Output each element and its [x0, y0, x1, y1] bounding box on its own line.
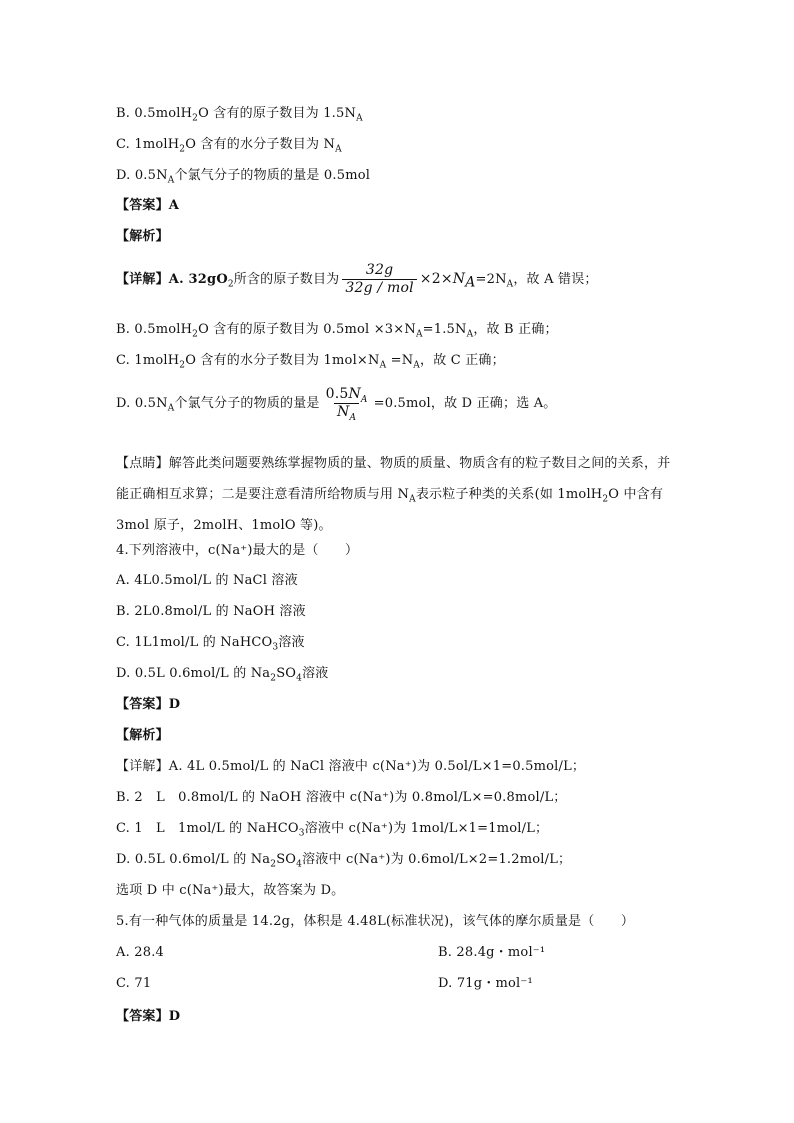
answer-label-2: 【答案】D: [116, 697, 181, 712]
fraction-count-over-na: $\frac{0.5N_A}{N_A}$: [325, 386, 368, 423]
note-paragraph: 【点睛】解答此类问题要熟练掌握物质的量、物质的质量、物质含有的粒子数目之间的关系，并能正确相互求算；二是要注意看清所给物质与用 $N_A$表示粒子种类的关系(如 1molH$_2$O 中含有 3mol 原子，2molH、1molO 等)。: [116, 456, 671, 533]
option-c-line: C. 1molH$_2$O 含有的水分子数目为 $N_A$: [116, 137, 342, 155]
analysis-label-1: 【解析】: [116, 229, 169, 244]
detail-c-line: C. 1molH$_2$O 含有的水分子数目为 $1mol\times N_A =N_A$，故 C 正确；: [116, 353, 505, 371]
fraction-mass-over-molar: $\frac{32g}{\text{32g / mol}}$: [342, 262, 416, 297]
question-4-option-a: A. 4L0.5mol/L 的 NaCl 溶液: [116, 573, 298, 588]
detail-4b-line: B. 2 L 0.8mol/L 的 NaOH 溶液中 c(Na⁺)为 0.8mol/L×=0.8mol/L；: [116, 790, 567, 805]
detail-b-line: B. 0.5molH$_2$O 含有的原子数目为 $0.5mol \times 3\times N_A=1.5N_A$，故 B 正确；: [116, 322, 558, 340]
question-4-option-b: B. 2L0.8mol/L 的 NaOH 溶液: [116, 604, 306, 619]
question-5: 5.有一种气体的质量是 14.2g，体积是 4.48L(标准状况)，该气体的摩尔质量是（ ）: [116, 914, 635, 929]
detail-d-line: D. $0.5N_A$个氯气分子的物质的量是 $\frac{0.5N_A}{N_A}$ =0.5mol，故 D 正确；选 A。: [116, 386, 557, 423]
question-5-option-c: C. 71: [116, 976, 152, 991]
detail-4a-line: 【详解】A. 4L 0.5mol/L 的 NaCl 溶液中 c(Na⁺)为 0.5ol/L×1=0.5mol/L；: [116, 759, 586, 774]
answer-label-1: 【答案】A: [116, 198, 180, 213]
option-d-line: D. $0.5N_A$个氯气分子的物质的量是 0.5mol: [116, 168, 371, 186]
question-5-option-d: D. 71g・mol⁻¹: [438, 976, 533, 991]
question-5-option-a: A. 28.4: [116, 945, 164, 960]
question-4-option-d: D. 0.5L 0.6mol/L 的 $Na_2SO_4$溶液: [116, 666, 329, 684]
detail-4-conclusion: 选项 D 中 c(Na⁺)最大，故答案为 D。: [116, 883, 345, 898]
detail-a-line: 【详解】A. $32gO_2$所含的原子数目为 $\frac{32g}{\text{32g / mol}}$ $\times 2\times N_A=2N_A$，故 A 错误；: [116, 262, 598, 296]
answer-label-3: 【答案】D: [116, 1009, 181, 1024]
question-4-option-c: C. 1L1mol/L 的 NaHCO$_3$溶液: [116, 635, 305, 653]
detail-4d-line: D. 0.5L 0.6mol/L 的 $Na_2SO_4$溶液中 c(Na⁺)为 0.6mol/L×2=1.2mol/L；: [116, 852, 572, 870]
question-4: 4.下列溶液中，c(Na⁺)最大的是（ ）: [116, 543, 359, 558]
question-5-option-b: B. 28.4g・mol⁻¹: [438, 945, 546, 960]
detail-4c-line: C. 1 L 1mol/L 的 NaHCO$_3$溶液中 c(Na⁺)为 1mol/L×1=1mol/L；: [116, 821, 549, 839]
analysis-label-2: 【解析】: [116, 728, 169, 743]
option-b-line: B. 0.5molH$_2$O 含有的原子数目为 $1.5N_A$: [116, 106, 363, 124]
